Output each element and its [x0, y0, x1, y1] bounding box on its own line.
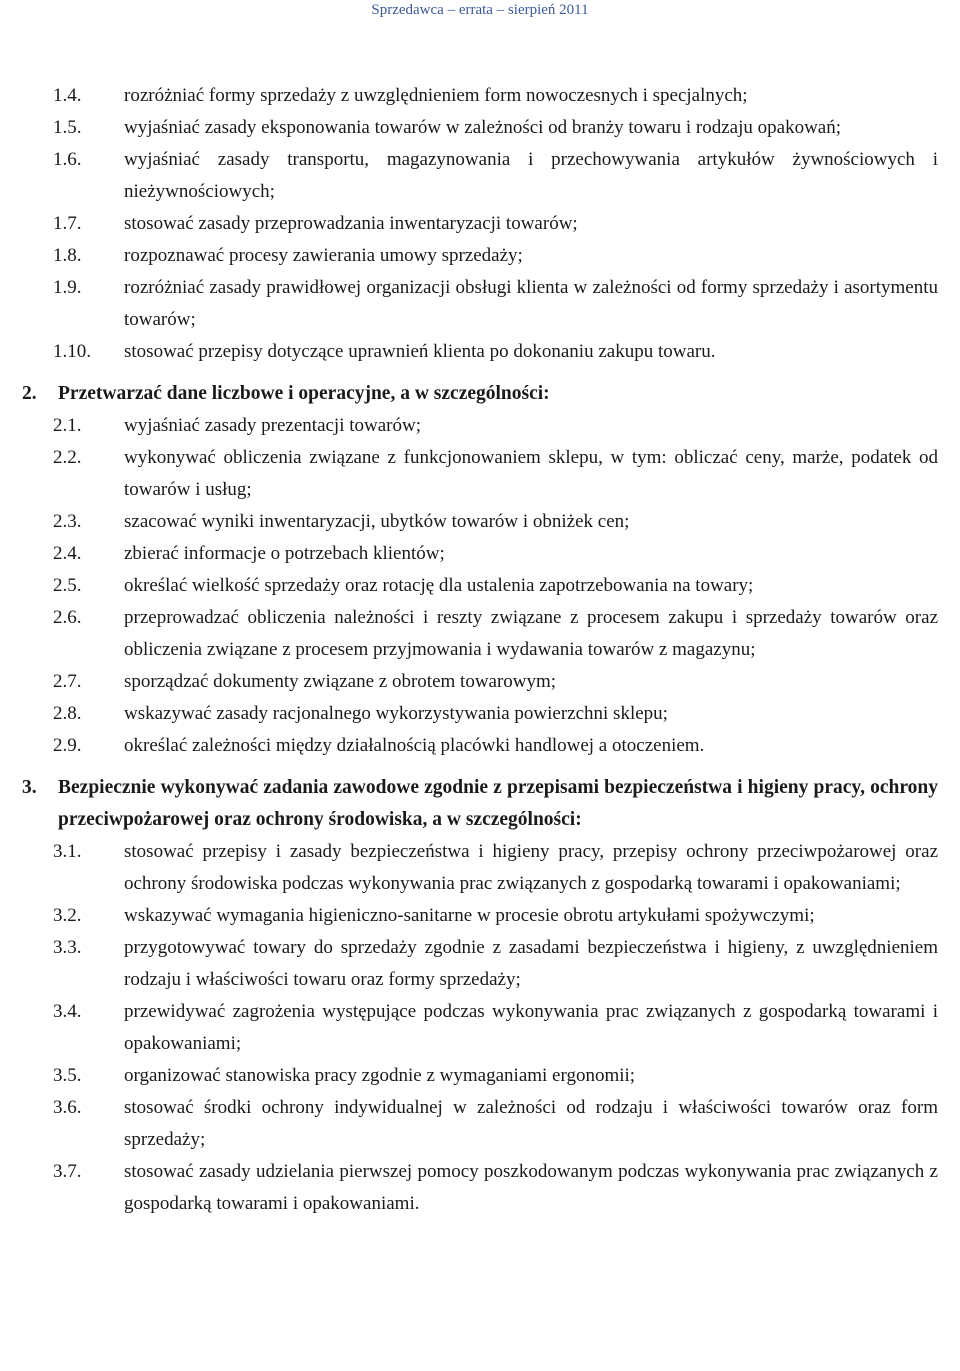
list-item — [0, 506, 960, 538]
list-item — [0, 932, 960, 996]
item-text: określać wielkość sprzedaży oraz rotację dla ustalenia zapotrzebowania na towary; — [124, 575, 754, 596]
list-item — [0, 336, 960, 368]
item-number: 2.2. — [53, 447, 82, 468]
item-text: sporządzać dokumenty związane z obrotem towarowym; — [124, 671, 557, 692]
item-text: przeprowadzać obliczenia należności i reszty związane z procesem zakupu i sprzedaży towarów oraz obliczenia związane z procesem przyjmowania i wydawania towarów z magazynu; — [124, 607, 938, 660]
list-item — [0, 602, 960, 666]
item-number: 3.3. — [53, 937, 82, 958]
list-item — [0, 570, 960, 602]
item-number: 3.1. — [53, 841, 82, 862]
list-item — [0, 272, 960, 336]
running-header: Sprzedawca – errata – sierpień 2011 — [371, 2, 589, 18]
item-number: 2.3. — [53, 511, 82, 532]
item-text: wyjaśniać zasady transportu, magazynowania i przechowywania artykułów żywnościowych i nieżywnościowych; — [124, 149, 938, 202]
list-item — [0, 112, 960, 144]
item-number: 2.8. — [53, 703, 82, 724]
item-number: 1.4. — [53, 85, 82, 106]
item-number: 2.4. — [53, 543, 82, 564]
spacer — [0, 762, 960, 772]
section-3-heading — [0, 772, 960, 836]
list-item — [0, 208, 960, 240]
item-text: stosować zasady przeprowadzania inwentaryzacji towarów; — [124, 213, 578, 234]
section-title: Przetwarzać dane liczbowe i operacyjne, a w szczególności: — [58, 383, 550, 404]
item-number: 2.5. — [53, 575, 82, 596]
item-number: 2.6. — [53, 607, 82, 628]
item-number: 1.7. — [53, 213, 82, 234]
section-2-heading — [0, 378, 960, 410]
list-section-2 — [0, 410, 960, 762]
list-item — [0, 666, 960, 698]
item-text: określać zależności między działalnością placówki handlowej a otoczeniem. — [124, 735, 705, 756]
list-item — [0, 144, 960, 208]
item-number: 1.9. — [53, 277, 82, 298]
item-number: 3.2. — [53, 905, 82, 926]
item-number: 1.5. — [53, 117, 82, 138]
item-number: 2.7. — [53, 671, 82, 692]
item-text: stosować zasady udzielania pierwszej pomocy poszkodowanym podczas wykonywania prac związanych z gospodarką towarami i opakowaniami. — [124, 1161, 938, 1214]
item-text: wykonywać obliczenia związane z funkcjonowaniem sklepu, w tym: obliczać ceny, marże, podatek od towarów i usług; — [124, 447, 938, 500]
list-section-3 — [0, 836, 960, 1220]
list-item — [0, 900, 960, 932]
list-item — [0, 442, 960, 506]
item-text: stosować przepisy i zasady bezpieczeństwa i higieny pracy, przepisy ochrony przeciwpożarowej oraz ochrony środowiska podczas wykonywania prac związanych z gospodarką towarami i opakowaniami; — [124, 841, 938, 894]
document-body — [0, 80, 960, 1220]
item-number: 2.9. — [53, 735, 82, 756]
item-text: zbierać informacje o potrzebach klientów; — [124, 543, 445, 564]
item-text: przygotowywać towary do sprzedaży zgodnie z zasadami bezpieczeństwa i higieny, z uwzględnieniem rodzaju i właściwości towaru oraz formy sprzedaży; — [124, 937, 938, 990]
item-text: wyjaśniać zasady prezentacji towarów; — [124, 415, 422, 436]
item-text: szacować wyniki inwentaryzacji, ubytków towarów i obniżek cen; — [124, 511, 630, 532]
list-item — [0, 1156, 960, 1220]
list-item — [0, 538, 960, 570]
item-text: stosować środki ochrony indywidualnej w zależności od rodzaju i właściwości towarów oraz form sprzedaży; — [124, 1097, 938, 1150]
item-text: wskazywać zasady racjonalnego wykorzystywania powierzchni sklepu; — [124, 703, 668, 724]
section-title: Bezpiecznie wykonywać zadania zawodowe zgodnie z przepisami bezpieczeństwa i higieny pracy, ochrony przeciwpożarowej oraz ochrony środowiska, a w szczególności: — [58, 777, 938, 830]
list-item — [0, 410, 960, 442]
item-text: rozróżniać formy sprzedaży z uwzględnieniem form nowoczesnych i specjalnych; — [124, 85, 748, 106]
item-number: 3.7. — [53, 1161, 82, 1182]
item-text: organizować stanowiska pracy zgodnie z wymaganiami ergonomii; — [124, 1065, 636, 1086]
item-text: przewidywać zagrożenia występujące podczas wykonywania prac związanych z gospodarką towarami i opakowaniami; — [124, 1001, 938, 1054]
list-section-1 — [0, 80, 960, 368]
list-item — [0, 1092, 960, 1156]
section-number: 3. — [22, 777, 37, 798]
item-number: 2.1. — [53, 415, 82, 436]
list-item — [0, 996, 960, 1060]
item-text: wskazywać wymagania higieniczno-sanitarne w procesie obrotu artykułami spożywczymi; — [124, 905, 815, 926]
list-item — [0, 240, 960, 272]
list-item — [0, 698, 960, 730]
spacer — [0, 368, 960, 378]
list-item — [0, 1060, 960, 1092]
item-text: rozróżniać zasady prawidłowej organizacji obsługi klienta w zależności od formy sprzedaży i asortymentu towarów; — [124, 277, 938, 330]
section-number: 2. — [22, 383, 37, 404]
list-item — [0, 730, 960, 762]
item-number: 1.10. — [53, 341, 91, 362]
item-text: stosować przepisy dotyczące uprawnień klienta po dokonaniu zakupu towaru. — [124, 341, 716, 362]
item-number: 3.6. — [53, 1097, 82, 1118]
item-number: 3.4. — [53, 1001, 82, 1022]
item-number: 3.5. — [53, 1065, 82, 1086]
list-item — [0, 836, 960, 900]
list-item — [0, 80, 960, 112]
item-text: wyjaśniać zasady eksponowania towarów w zależności od branży towaru i rodzaju opakowań; — [124, 117, 841, 138]
item-number: 1.8. — [53, 245, 82, 266]
item-number: 1.6. — [53, 149, 82, 170]
item-text: rozpoznawać procesy zawierania umowy sprzedaży; — [124, 245, 523, 266]
